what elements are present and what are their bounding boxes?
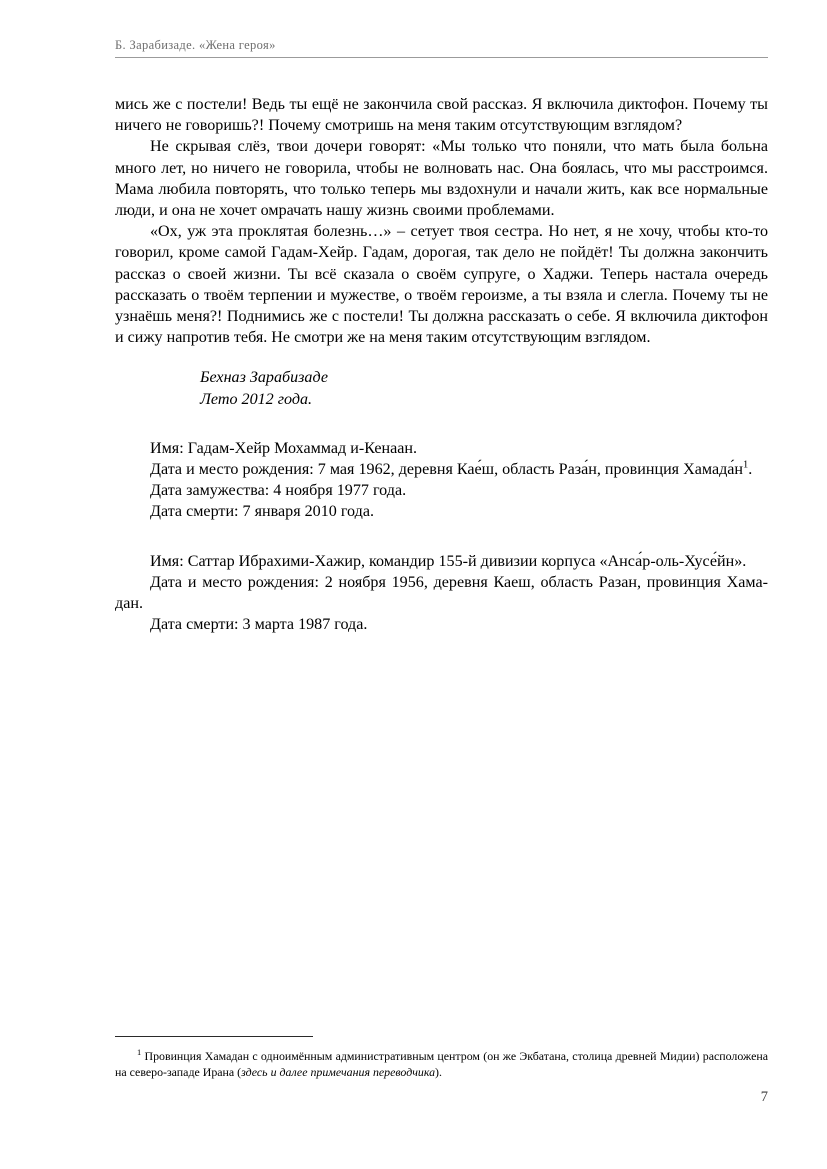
body-text-block	[115, 94, 768, 635]
record-2-birth: Дата и место рождения: 2 ноября 1956, деревня Каеш, область Разан, провинция Хама-дан.	[115, 573, 768, 613]
paragraph-2: Не скрывая слёз, твои дочери говорят: «Мы только что поняли, что мать была больна много лет, но ничего не говорила, чтобы не волновать нас. Она боялась, что мы расстроимся. Мама любила повторять, что только теперь мы вздохнули и начали жить, как все нормальные люди, и она не хочет омрачать нашу жизнь своими проблемами.	[115, 138, 768, 220]
record-1-birth-text: Дата и место рождения: 7 мая 1962, деревня Кае́ш, область Раза́н, провинция Хамада́н	[150, 461, 744, 479]
page-number: 7	[760, 1089, 768, 1105]
footnote-marker: 1	[137, 1048, 142, 1058]
footnote-text-italic: здесь и далее примечания переводчика	[241, 1064, 436, 1079]
footnote-area	[115, 1036, 768, 1080]
record-2-death: Дата смерти: 3 марта 1987 года.	[150, 616, 368, 634]
record-2-name: Имя: Саттар Ибрахими-Хажир, командир 155-й дивизии корпуса «Анса́р-оль-Хусе́йн».	[150, 552, 747, 570]
running-head-title: Б. Зарабизаде. «Жена героя»	[115, 38, 276, 52]
footnote-1	[115, 1049, 768, 1080]
paragraph-3: «Ох, уж эта проклятая болезнь…» – сетует твоя сестра. Но нет, я не хочу, чтобы кто-то говорил, кроме самой Гадам-Хейр. Гадам, дорогая, так дело не пойдёт! Ты должна закончить рассказ о своей жизни. Ты всё сказала о своём супруге, о Хаджи. Теперь настала очередь рассказать о твоём терпении и мужестве, о твоём героизме, а ты взяла и слегла. Почему ты не узнаёшь меня?! Поднимись же с постели! Ты должна рассказать о себе. Я включила диктофон и сижу напротив тебя. Не смотри же на меня таким отсутствующим взглядом.	[115, 223, 768, 347]
record-block-2	[115, 551, 768, 636]
record-1-death: Дата смерти: 7 января 2010 года.	[150, 503, 374, 521]
footnote-separator-rule	[115, 1036, 313, 1037]
record-1-birth-tail: .	[748, 461, 753, 479]
signature-date: Лето 2012 года.	[200, 390, 313, 408]
footnote-text-before: Провинция Хамадан с одноимённым административным центром (он же Экбатана, столица древней Мидии) расположена на северо-западе Ирана (	[115, 1049, 768, 1079]
running-head	[115, 38, 768, 58]
signature-block	[200, 367, 768, 409]
paragraph-1: мись же с постели! Ведь ты ещё не закончила свой рассказ. Я включила диктофон. Почему ты ничего не говоришь?! Почему смотришь на меня таким отсутствующим взглядом?	[115, 96, 768, 135]
footnote-reference-1[interactable]: 1	[743, 459, 749, 471]
record-1-birth	[115, 459, 768, 480]
record-1-name: Имя: Гадам-Хейр Мохаммад и-Кенаан.	[150, 439, 417, 457]
running-head-rule	[115, 57, 768, 58]
signature-author: Бехназ Зарабизаде	[200, 369, 328, 387]
record-1-marriage: Дата замужества: 4 ноября 1977 года.	[150, 482, 407, 500]
record-block-1	[115, 438, 768, 523]
footnote-text-after: ).	[435, 1064, 442, 1079]
